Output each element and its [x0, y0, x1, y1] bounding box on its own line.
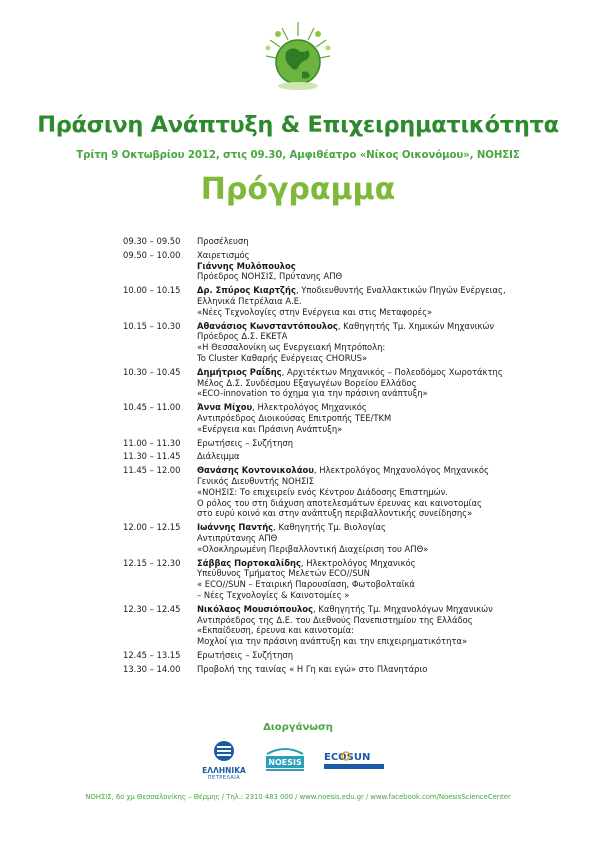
schedule-row: [123, 402, 553, 434]
schedule-line: «ΝΟΗΣΙΣ: Το επιχειρείν ενός Κέντρου Διάδοσης Επιστημών.: [197, 486, 448, 497]
schedule-time: 12.15 – 12.30: [123, 557, 181, 568]
schedule-line: «Ολοκληρωμένη Περιβαλλοντική Διαχείριση του ΑΠΘ»: [197, 543, 429, 554]
schedule-description: [197, 402, 553, 434]
speaker-name: Θανάσης Κοντονικολάου: [197, 465, 314, 476]
speaker-name: Ιωάννης Παντής: [197, 522, 274, 533]
schedule-line: «Ενέργεια και Πράσινη Ανάπτυξη»: [197, 423, 343, 434]
schedule-time: 09.30 – 09.50: [123, 236, 181, 246]
speaker-role: , Υποδιευθυντής Εναλλακτικών Πηγών Ενέργειας,: [295, 285, 506, 296]
elpe-sub: ΠΕΤΡΕΛΑΙΑ: [207, 775, 241, 781]
speaker-name: Γιάννης Μυλόπουλος: [197, 260, 296, 271]
speaker-name: Άννα Μίχου: [197, 402, 253, 413]
schedule-line: Μέλος Δ.Σ. Συνδέσμου Εξαγωγέων Βορείου Ελλάδος: [197, 377, 417, 388]
schedule-row: [123, 285, 553, 317]
schedule-line: – Νέες Τεχνολογίες & Καινοτομίες »: [197, 589, 350, 600]
speaker-line: [197, 402, 553, 413]
ecosun-logo-text: ECOSUN: [324, 752, 371, 763]
speaker-line: [197, 367, 553, 378]
schedule-row: [123, 236, 553, 247]
schedule-row: [123, 465, 553, 519]
schedule-row: [123, 367, 553, 399]
schedule-time: 10.30 – 10.45: [123, 366, 181, 377]
hellenic-petroleum-logo: [196, 740, 252, 782]
schedule-line: Γενικός Διευθυντής ΝΟΗΣΙΣ: [197, 475, 315, 486]
schedule-row: [123, 321, 553, 364]
schedule-row: [123, 451, 553, 462]
schedule-time: 09.50 – 10.00: [123, 249, 181, 260]
schedule-line: Ερωτήσεις – Συζήτηση: [197, 437, 294, 448]
speaker-role: , Καθηγητής Τμ. Χημικών Μηχανικών: [337, 320, 495, 331]
schedule-line: Πρόεδρος Δ.Σ. ΕΚΕΤΑ: [197, 331, 288, 342]
schedule-line: Ο ρόλος του στη διάχυση αποτελεσμάτων έρευνας και καινοτομίας: [197, 497, 482, 508]
schedule-description: [197, 664, 553, 675]
speaker-line: [197, 604, 553, 615]
schedule-line: Χαιρετισμός: [197, 249, 250, 260]
program-schedule: [123, 236, 553, 677]
schedule-line: « ECO//SUN – Εταιρική Παρουσίαση, Φωτοβολταϊκά: [197, 579, 415, 590]
schedule-description: [197, 558, 553, 601]
schedule-row: [123, 250, 553, 282]
schedule-line: Αντιπρόεδρος Διοικούσας Επιτροπής ΤΕΕ/ΤΚΜ: [197, 412, 392, 423]
speaker-role: , Ηλεκτρολόγος Μηχανικός: [300, 557, 416, 568]
schedule-line: Ερωτήσεις – Συζήτηση: [197, 649, 294, 660]
noesis-logo-text: NOESIS: [268, 758, 302, 767]
schedule-time: 12.30 – 12.45: [123, 603, 181, 614]
schedule-description: [197, 604, 553, 647]
green-globe-logo: [262, 20, 334, 94]
schedule-line: Προβολή της ταινίας « Η Γη και εγώ» στο Πλανητάριο: [197, 663, 428, 674]
schedule-time: 13.30 – 14.00: [123, 663, 181, 674]
program-heading: Πρόγραμμα: [200, 172, 396, 207]
schedule-time: 12.45 – 13.15: [123, 649, 181, 660]
schedule-description: [197, 367, 553, 399]
speaker-name: Σάββας Πορτοκαλίδης: [197, 557, 301, 568]
speaker-role: , Αρχιτέκτων Μηχανικός – Πολεοδόμος Χωροτάκτης: [281, 366, 503, 377]
schedule-line: Μοχλοί για την πράσινη ανάπτυξη και την επιχειρηματικότητα»: [197, 636, 468, 647]
speaker-role: , Ηλεκτρολόγος Μηχανολόγος Μηχανικός: [313, 465, 489, 476]
schedule-line: To Cluster Καθαρής Ενέργειας CHORUS»: [197, 352, 368, 363]
event-title: Πράσινη Ανάπτυξη & Επιχειρηματικότητα: [37, 112, 559, 138]
organizers-label: Διοργάνωση: [263, 722, 333, 733]
schedule-row: [123, 558, 553, 601]
schedule-row: [123, 438, 553, 449]
schedule-time: 10.45 – 11.00: [123, 402, 181, 413]
schedule-line: Υπεύθυνος Τμήματος Μελετών ECO//SUN: [197, 568, 370, 579]
schedule-description: [197, 321, 553, 364]
elpe-name: ΕΛΛΗΝΙΚΑ: [202, 766, 246, 775]
schedule-description: [197, 650, 553, 661]
ecosun-logo: [322, 744, 386, 772]
hellenic-petroleum-icon: [213, 740, 235, 762]
speaker-role: , Καθηγητής Τμ. Μηχανολόγων Μηχανικών: [313, 603, 493, 614]
schedule-description: [197, 465, 553, 519]
schedule-line: Αντιπρύτανης ΑΠΘ: [197, 532, 278, 543]
speaker-role: , Καθηγητής Τμ. Βιολογίας: [273, 522, 386, 533]
schedule-line: «ECO-innovation το όχημα για την πράσινη ανάπτυξη»: [197, 388, 428, 399]
speaker-name: Δημήτριος Ραΐδης: [197, 366, 282, 377]
speaker-name: Νικόλαος Μουσιόπουλος: [197, 603, 313, 614]
schedule-time: 12.00 – 12.15: [123, 522, 181, 533]
schedule-row: [123, 664, 553, 675]
schedule-row: [123, 604, 553, 647]
schedule-description: [197, 236, 553, 247]
speaker-line: [197, 465, 553, 476]
speaker-role: , Ηλεκτρολόγος Μηχανικός: [252, 402, 367, 413]
schedule-row: [123, 522, 553, 554]
schedule-line: «Εκπαίδευση, έρευνα και καινοτομία:: [197, 625, 354, 636]
schedule-time: 11.00 – 11.30: [123, 437, 181, 448]
speaker-line: [197, 522, 553, 533]
schedule-line: Πρόεδρος ΝΟΗΣΙΣ, Πρύτανης ΑΠΘ: [197, 271, 343, 282]
footer-contact: ΝΟΗΣΙΣ, 6ο χμ Θεσσαλονίκης – Θέρμης / Τηλ.: 2310 483 000 / www.noesis.edu.gr / www.facebook.com/NoesisScienceCenter: [85, 793, 511, 801]
schedule-time: 10.00 – 10.15: [123, 285, 181, 296]
schedule-description: [197, 285, 553, 317]
schedule-line: Αντιπρόεδρος της Δ.Ε. του Διεθνούς Πανεπιστημίου της Ελλάδος: [197, 614, 473, 625]
speaker-line: [197, 558, 553, 569]
speaker-line: [197, 285, 553, 296]
schedule-time: 11.30 – 11.45: [123, 451, 181, 462]
event-subtitle: Τρίτη 9 Οκτωβρίου 2012, στις 09.30, Αμφιθέατρο «Νίκος Οικονόμου», ΝΟΗΣΙΣ: [76, 150, 520, 161]
schedule-line: «Η Θεσσαλονίκη ως Ενεργειακή Μητρόπολη:: [197, 342, 386, 353]
speaker-line: [197, 321, 553, 332]
schedule-row: [123, 650, 553, 661]
schedule-description: [197, 438, 553, 449]
speaker-name: Αθανάσιος Κωνσταντόπουλος: [197, 320, 338, 331]
speaker-name: Δρ. Σπύρος Κιαρτζής: [197, 285, 296, 296]
schedule-description: [197, 522, 553, 554]
schedule-line: Ελληνικά Πετρέλαια Α.Ε.: [197, 295, 302, 306]
schedule-time: 10.15 – 10.30: [123, 320, 181, 331]
schedule-description: [197, 250, 553, 282]
schedule-line: «Νέες Τεχνολογίες στην Ενέργεια και στις Μεταφορές»: [197, 306, 433, 317]
noesis-logo: [263, 744, 307, 774]
schedule-line: Προσέλευση: [197, 236, 249, 246]
schedule-line: Διάλειμμα: [197, 451, 240, 462]
schedule-line: στο ευρύ κοινό και στην ανάπτυξη περιβαλλοντικής συνείδησης»: [197, 508, 473, 519]
schedule-description: [197, 451, 553, 462]
schedule-time: 11.45 – 12.00: [123, 465, 181, 476]
